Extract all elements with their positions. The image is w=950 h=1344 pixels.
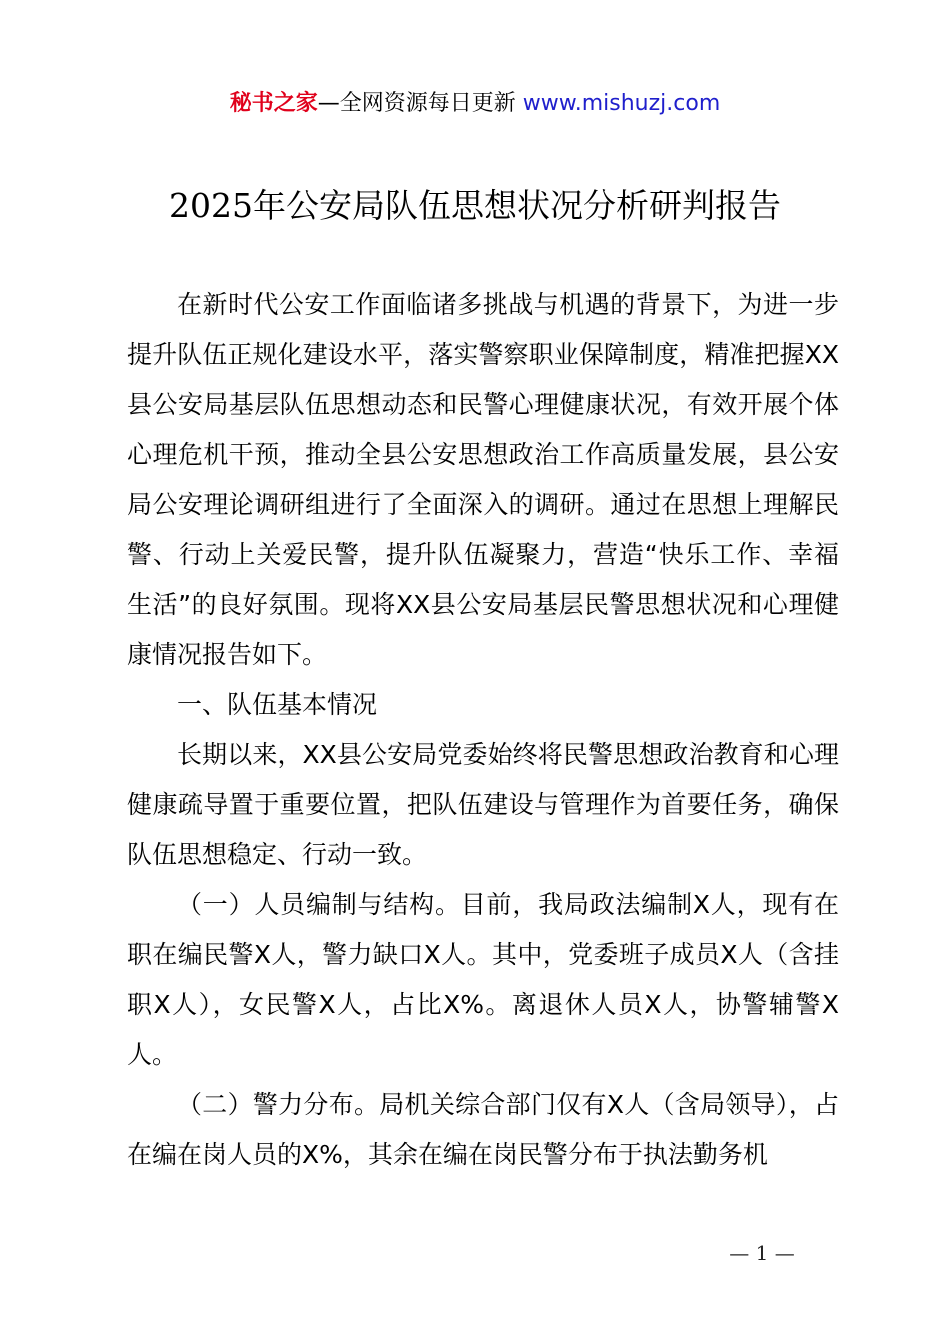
site-brand: 秘书之家 xyxy=(229,91,318,116)
document-body xyxy=(127,280,839,1180)
site-tagline: —全网资源每日更新 xyxy=(317,91,523,116)
paragraph-section-1: 长期以来，XX县公安局党委始终将民警思想政治教育和心理健康疏导置于重要位置，把队伍建设与管理作为首要任务，确保队伍思想稳定、行动一致。 xyxy=(127,740,839,869)
paragraph-distribution: （二）警力分布。局机关综合部门仅有X人（含局领导），占在编在岗人员的X%，其余在编在岗民警分布于执法勤务机 xyxy=(127,1090,839,1169)
site-header xyxy=(0,86,950,122)
paragraph-intro: 在新时代公安工作面临诸多挑战与机遇的背景下，为进一步提升队伍正规化建设水平，落实警察职业保障制度，精准把握XX县公安局基层队伍思想动态和民警心理健康状况，有效开展个体心理危机干预，推动全县公安思想政治工作高质量发展，县公安局公安理论调研组进行了全面深入的调研。通过在思想上理解民警、行动上关爱民警，提升队伍凝聚力，营造“快乐工作、幸福生活”的良好氛围。现将XX县公安局基层民警思想状况和心理健康情况报告如下。 xyxy=(127,290,839,669)
document-title: 2025年公安局队伍思想状况分析研判报告 xyxy=(169,186,781,225)
section-heading-1: 一、队伍基本情况 xyxy=(177,690,378,719)
page-number: — 1 — xyxy=(729,1241,795,1265)
site-url-link[interactable]: www.mishuzj.com xyxy=(522,91,721,116)
paragraph-staffing: （一）人员编制与结构。目前，我局政法编制X人，现有在职在编民警X人，警力缺口X人。其中，党委班子成员X人（含挂职X人），女民警X人，占比X%。离退休人员X人，协警辅警X人。 xyxy=(127,890,839,1069)
